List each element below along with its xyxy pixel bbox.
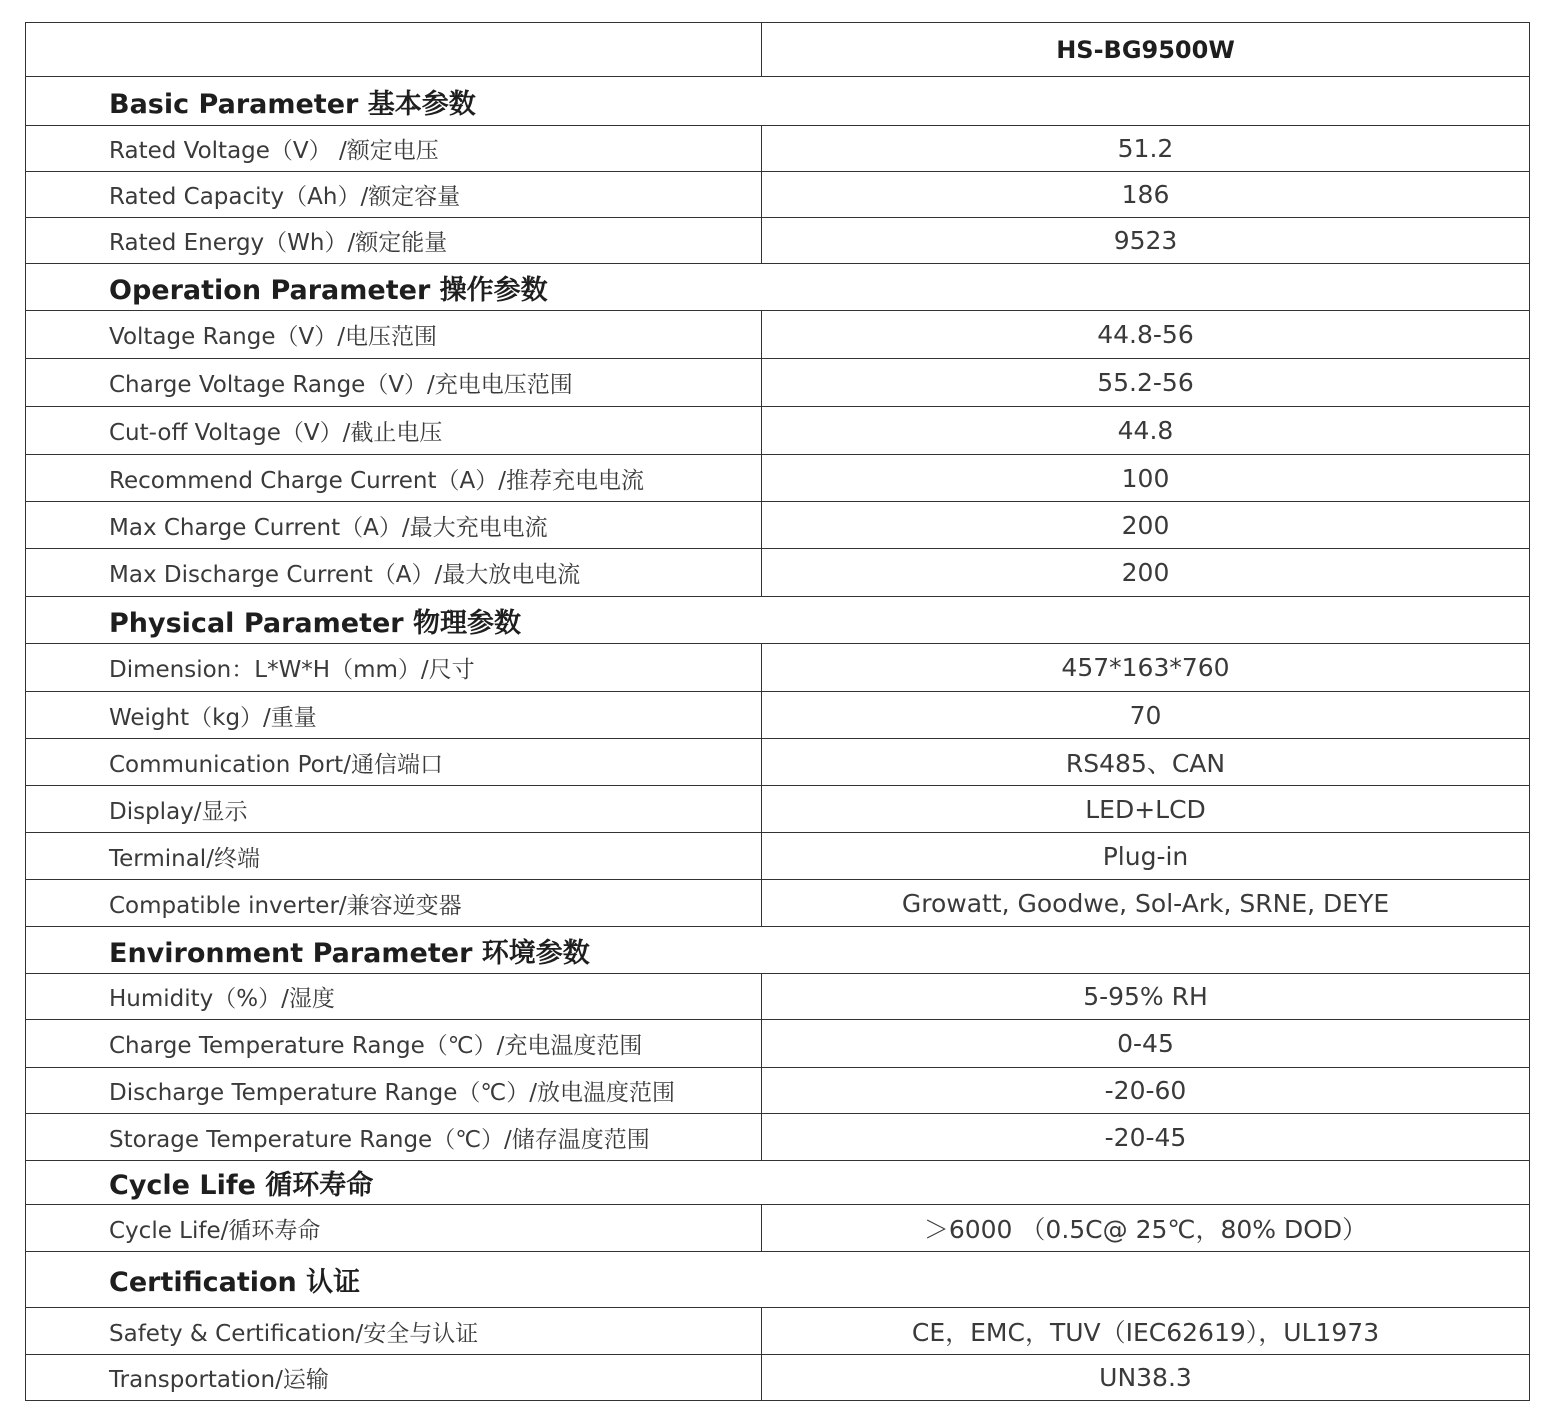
table-row <box>26 974 1530 1020</box>
param-label: Max Charge Current（A）/最大充电电流 <box>26 502 762 549</box>
param-label: Recommend Charge Current（A）/推荐充电电流 <box>26 455 762 502</box>
table-row <box>26 1205 1530 1252</box>
table-row <box>26 218 1530 264</box>
section-row <box>26 264 1530 311</box>
param-label: Rated Energy（Wh）/额定能量 <box>26 218 762 264</box>
table-row <box>26 880 1530 927</box>
section-row <box>26 1252 1530 1308</box>
param-value: 186 <box>762 172 1530 218</box>
table-row <box>26 549 1530 597</box>
table-row <box>26 786 1530 833</box>
param-label: Charge Temperature Range（℃）/充电温度范围 <box>26 1020 762 1068</box>
param-label: Compatible inverter/兼容逆变器 <box>26 880 762 927</box>
table-row <box>26 1355 1530 1401</box>
param-value: 100 <box>762 455 1530 502</box>
table-row <box>26 311 1530 359</box>
table-row <box>26 359 1530 407</box>
table-row <box>26 692 1530 739</box>
section-row <box>26 77 1530 126</box>
param-value: -20-60 <box>762 1068 1530 1114</box>
table-row <box>26 407 1530 455</box>
header-row <box>26 23 1530 77</box>
param-value: Plug-in <box>762 833 1530 880</box>
section-title-environment: Environment Parameter 环境参数 <box>26 927 1530 974</box>
param-label: Humidity（%）/湿度 <box>26 974 762 1020</box>
model-name: HS-BG9500W <box>762 23 1530 77</box>
section-row <box>26 1161 1530 1205</box>
table-row <box>26 455 1530 502</box>
param-value: 5-95% RH <box>762 974 1530 1020</box>
param-value: 457*163*760 <box>762 644 1530 692</box>
param-label: Rated Capacity（Ah）/额定容量 <box>26 172 762 218</box>
section-row <box>26 597 1530 644</box>
param-label: Cycle Life/循环寿命 <box>26 1205 762 1252</box>
table-row <box>26 1020 1530 1068</box>
table-row <box>26 739 1530 786</box>
param-label: Terminal/终端 <box>26 833 762 880</box>
param-label: Charge Voltage Range（V）/充电电压范围 <box>26 359 762 407</box>
spec-table <box>25 22 1530 1401</box>
param-label: Voltage Range（V）/电压范围 <box>26 311 762 359</box>
param-label: Display/显示 <box>26 786 762 833</box>
table-row <box>26 1308 1530 1355</box>
param-value: LED+LCD <box>762 786 1530 833</box>
param-value: RS485、CAN <box>762 739 1530 786</box>
param-value: 51.2 <box>762 126 1530 172</box>
param-value: 0-45 <box>762 1020 1530 1068</box>
section-row <box>26 927 1530 974</box>
param-label: Safety & Certification/安全与认证 <box>26 1308 762 1355</box>
param-label: Max Discharge Current（A）/最大放电电流 <box>26 549 762 597</box>
section-title-operation: Operation Parameter 操作参数 <box>26 264 1530 311</box>
section-title-cycle-life: Cycle Life 循环寿命 <box>26 1161 1530 1205</box>
param-label: Discharge Temperature Range（℃）/放电温度范围 <box>26 1068 762 1114</box>
table-row <box>26 1068 1530 1114</box>
param-value: UN38.3 <box>762 1355 1530 1401</box>
param-value: 44.8-56 <box>762 311 1530 359</box>
param-value: 70 <box>762 692 1530 739</box>
param-label: Dimension：L*W*H（mm）/尺寸 <box>26 644 762 692</box>
table-row <box>26 502 1530 549</box>
param-value: ＞6000 （0.5C@ 25℃，80% DOD） <box>762 1205 1530 1252</box>
param-value: Growatt, Goodwe, Sol-Ark, SRNE, DEYE <box>762 880 1530 927</box>
section-title-certification: Certification 认证 <box>26 1252 1530 1308</box>
header-label-cell <box>26 23 762 77</box>
param-label: Weight（kg）/重量 <box>26 692 762 739</box>
param-value: 9523 <box>762 218 1530 264</box>
table-row <box>26 644 1530 692</box>
param-label: Storage Temperature Range（℃）/储存温度范围 <box>26 1114 762 1161</box>
section-title-basic: Basic Parameter 基本参数 <box>26 77 1530 126</box>
param-label: Transportation/运输 <box>26 1355 762 1401</box>
table-row <box>26 126 1530 172</box>
param-value: CE，EMC，TUV（IEC62619），UL1973 <box>762 1308 1530 1355</box>
param-value: 55.2-56 <box>762 359 1530 407</box>
param-value: 200 <box>762 502 1530 549</box>
param-value: 44.8 <box>762 407 1530 455</box>
param-label: Communication Port/通信端口 <box>26 739 762 786</box>
param-value: 200 <box>762 549 1530 597</box>
section-title-physical: Physical Parameter 物理参数 <box>26 597 1530 644</box>
param-label: Rated Voltage（V） /额定电压 <box>26 126 762 172</box>
table-row <box>26 833 1530 880</box>
param-value: -20-45 <box>762 1114 1530 1161</box>
table-row <box>26 172 1530 218</box>
table-row <box>26 1114 1530 1161</box>
param-label: Cut-off Voltage（V）/截止电压 <box>26 407 762 455</box>
